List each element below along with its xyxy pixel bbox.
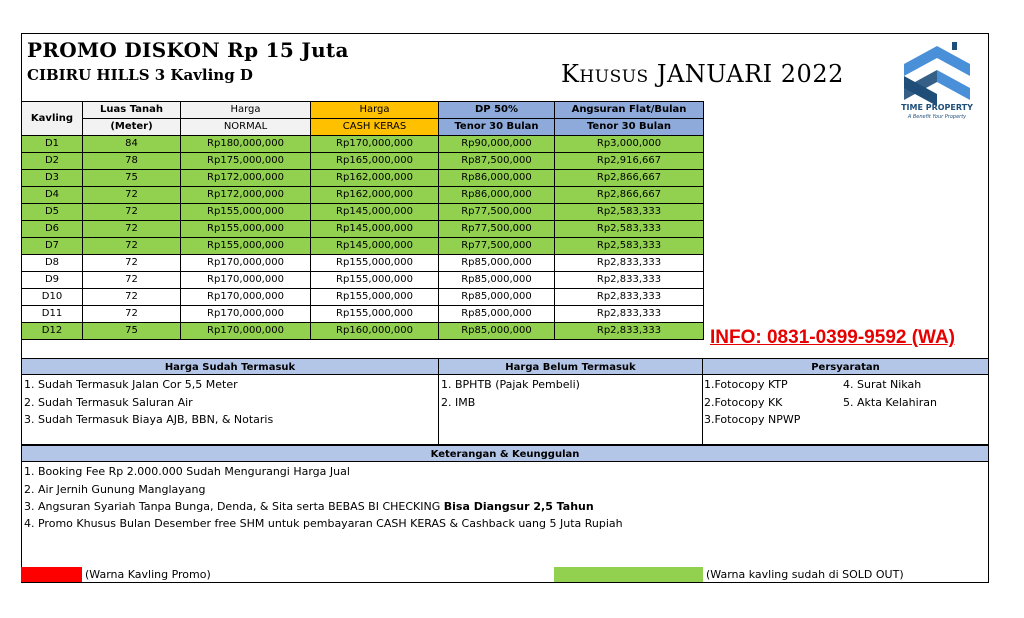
cell-angsuran: Rp2,583,333 [555, 204, 704, 221]
cell-kavling: D6 [22, 221, 83, 238]
cell-cash: Rp165,000,000 [311, 153, 439, 170]
cell-dp: Rp77,500,000 [439, 204, 555, 221]
cell-luas: 84 [83, 136, 181, 153]
cell-luas: 75 [83, 323, 181, 340]
cell-kavling: D5 [22, 204, 83, 221]
cell-angsuran: Rp2,583,333 [555, 238, 704, 255]
table-row [22, 238, 704, 255]
cell-angsuran: Rp2,866,667 [555, 170, 704, 187]
cell-cash: Rp145,000,000 [311, 238, 439, 255]
cell-dp: Rp90,000,000 [439, 136, 555, 153]
cell-cash: Rp155,000,000 [311, 272, 439, 289]
note-item [24, 500, 594, 513]
cell-dp: Rp86,000,000 [439, 187, 555, 204]
cell-angsuran: Rp2,583,333 [555, 221, 704, 238]
header-cash-bottom: CASH KERAS [311, 119, 439, 136]
cell-luas: 72 [83, 272, 181, 289]
notes-header: Keterangan & Keunggulan [21, 445, 989, 462]
cell-dp: Rp85,000,000 [439, 272, 555, 289]
cell-dp: Rp77,500,000 [439, 221, 555, 238]
table-row [22, 289, 704, 306]
table-row [22, 221, 704, 238]
header-dp-bottom: Tenor 30 Bulan [439, 119, 555, 136]
cell-luas: 72 [83, 204, 181, 221]
requirement-item: 4. Surat Nikah [843, 378, 922, 391]
cell-kavling: D8 [22, 255, 83, 272]
cell-normal: Rp170,000,000 [181, 289, 311, 306]
header-angsuran-bottom: Tenor 30 Bulan [555, 119, 704, 136]
cell-cash: Rp162,000,000 [311, 170, 439, 187]
table-row [22, 255, 704, 272]
cell-luas: 78 [83, 153, 181, 170]
cell-angsuran: Rp2,866,667 [555, 187, 704, 204]
cell-dp: Rp85,000,000 [439, 323, 555, 340]
cell-normal: Rp170,000,000 [181, 272, 311, 289]
cell-cash: Rp155,000,000 [311, 306, 439, 323]
excluded-header: Harga Belum Termasuk [438, 358, 703, 375]
cell-cash: Rp170,000,000 [311, 136, 439, 153]
brand-tagline: A Benefit Your Property [907, 114, 967, 120]
excluded-item: 1. BPHTB (Pajak Pembeli) [441, 378, 580, 391]
cell-angsuran: Rp2,916,667 [555, 153, 704, 170]
promo-subtitle: CIBIRU HILLS 3 Kavling D [27, 66, 253, 84]
cell-luas: 72 [83, 187, 181, 204]
sold-legend-label: (Warna kavling sudah di SOLD OUT) [706, 568, 904, 581]
requirement-item: 2.Fotocopy KK [704, 396, 783, 409]
note-item: 1. Booking Fee Rp 2.000.000 Sudah Mengurangi Harga Jual [24, 465, 350, 478]
cell-luas: 72 [83, 255, 181, 272]
cell-dp: Rp86,000,000 [439, 170, 555, 187]
cell-kavling: D1 [22, 136, 83, 153]
header-dp-top: DP 50% [439, 102, 555, 119]
table-row [22, 170, 704, 187]
header-normal-top: Harga [181, 102, 311, 119]
cell-luas: 72 [83, 221, 181, 238]
cell-angsuran: Rp2,833,333 [555, 272, 704, 289]
cell-normal: Rp155,000,000 [181, 221, 311, 238]
cell-dp: Rp85,000,000 [439, 289, 555, 306]
cell-kavling: D9 [22, 272, 83, 289]
header-angsuran-top: Angsuran Flat/Bulan [555, 102, 704, 119]
cell-kavling: D3 [22, 170, 83, 187]
table-row [22, 272, 704, 289]
header-kavling: Kavling [22, 102, 83, 136]
table-row [22, 306, 704, 323]
cell-cash: Rp145,000,000 [311, 204, 439, 221]
month-heading: Khusus JANUARI 2022 [561, 60, 844, 88]
cell-kavling: D7 [22, 238, 83, 255]
included-header: Harga Sudah Termasuk [21, 358, 439, 375]
cell-luas: 72 [83, 289, 181, 306]
included-item: 3. Sudah Termasuk Biaya AJB, BBN, & Notaris [24, 413, 274, 426]
table-row [22, 204, 704, 221]
cell-kavling: D12 [22, 323, 83, 340]
included-item: 1. Sudah Termasuk Jalan Cor 5,5 Meter [24, 378, 238, 391]
promo-title: PROMO DISKON Rp 15 Juta [27, 38, 349, 62]
requirements-header: Persyaratan [702, 358, 989, 375]
contact-info[interactable]: INFO: 0831-0399-9592 (WA) [710, 327, 955, 348]
cell-cash: Rp160,000,000 [311, 323, 439, 340]
table-row [22, 136, 704, 153]
requirement-item: 3.Fotocopy NPWP [704, 413, 801, 426]
cell-angsuran: Rp2,833,333 [555, 255, 704, 272]
cell-normal: Rp170,000,000 [181, 306, 311, 323]
price-table [21, 101, 704, 340]
cell-angsuran: Rp2,833,333 [555, 289, 704, 306]
cell-luas: 72 [83, 238, 181, 255]
excluded-item: 2. IMB [441, 396, 476, 409]
header-normal-bottom: NORMAL [181, 119, 311, 136]
cell-kavling: D2 [22, 153, 83, 170]
note-item-bold: Bisa Diangsur 2,5 Tahun [443, 500, 594, 513]
promo-color-swatch [21, 567, 82, 582]
header-luas-bottom: (Meter) [83, 119, 181, 136]
header-luas-top: Luas Tanah [83, 102, 181, 119]
cell-cash: Rp155,000,000 [311, 289, 439, 306]
note-item: 4. Promo Khusus Bulan Desember free SHM untuk pembayaran CASH KERAS & Cashback uang 5 Juta Rupiah [24, 517, 623, 530]
cell-cash: Rp155,000,000 [311, 255, 439, 272]
cell-luas: 75 [83, 170, 181, 187]
included-item: 2. Sudah Termasuk Saluran Air [24, 396, 193, 409]
cell-dp: Rp85,000,000 [439, 255, 555, 272]
cell-dp: Rp85,000,000 [439, 306, 555, 323]
cell-normal: Rp155,000,000 [181, 238, 311, 255]
cell-normal: Rp180,000,000 [181, 136, 311, 153]
table-row [22, 323, 704, 340]
header-cash-top: Harga [311, 102, 439, 119]
note-item-plain: 3. Angsuran Syariah Tanpa Bunga, Denda, & Sita serta BEBAS BI CHECKING [24, 500, 444, 513]
cell-luas: 72 [83, 306, 181, 323]
cell-dp: Rp77,500,000 [439, 238, 555, 255]
sold-color-swatch [554, 567, 703, 582]
cell-cash: Rp162,000,000 [311, 187, 439, 204]
cell-normal: Rp175,000,000 [181, 153, 311, 170]
cell-normal: Rp172,000,000 [181, 187, 311, 204]
cell-kavling: D4 [22, 187, 83, 204]
requirement-item: 1.Fotocopy KTP [704, 378, 788, 391]
requirement-item: 5. Akta Kelahiran [843, 396, 937, 409]
cell-normal: Rp155,000,000 [181, 204, 311, 221]
brand-name: TIME PROPERTY [901, 103, 973, 112]
cell-kavling: D10 [22, 289, 83, 306]
cell-angsuran: Rp2,833,333 [555, 306, 704, 323]
promo-legend-label: (Warna Kavling Promo) [85, 568, 211, 581]
cell-normal: Rp172,000,000 [181, 170, 311, 187]
table-row [22, 187, 704, 204]
cell-angsuran: Rp2,833,333 [555, 323, 704, 340]
cell-cash: Rp145,000,000 [311, 221, 439, 238]
cell-dp: Rp87,500,000 [439, 153, 555, 170]
table-row [22, 153, 704, 170]
cell-angsuran: Rp3,000,000 [555, 136, 704, 153]
cell-kavling: D11 [22, 306, 83, 323]
note-item: 2. Air Jernih Gunung Manglayang [24, 483, 206, 496]
cell-normal: Rp170,000,000 [181, 255, 311, 272]
cell-normal: Rp170,000,000 [181, 323, 311, 340]
